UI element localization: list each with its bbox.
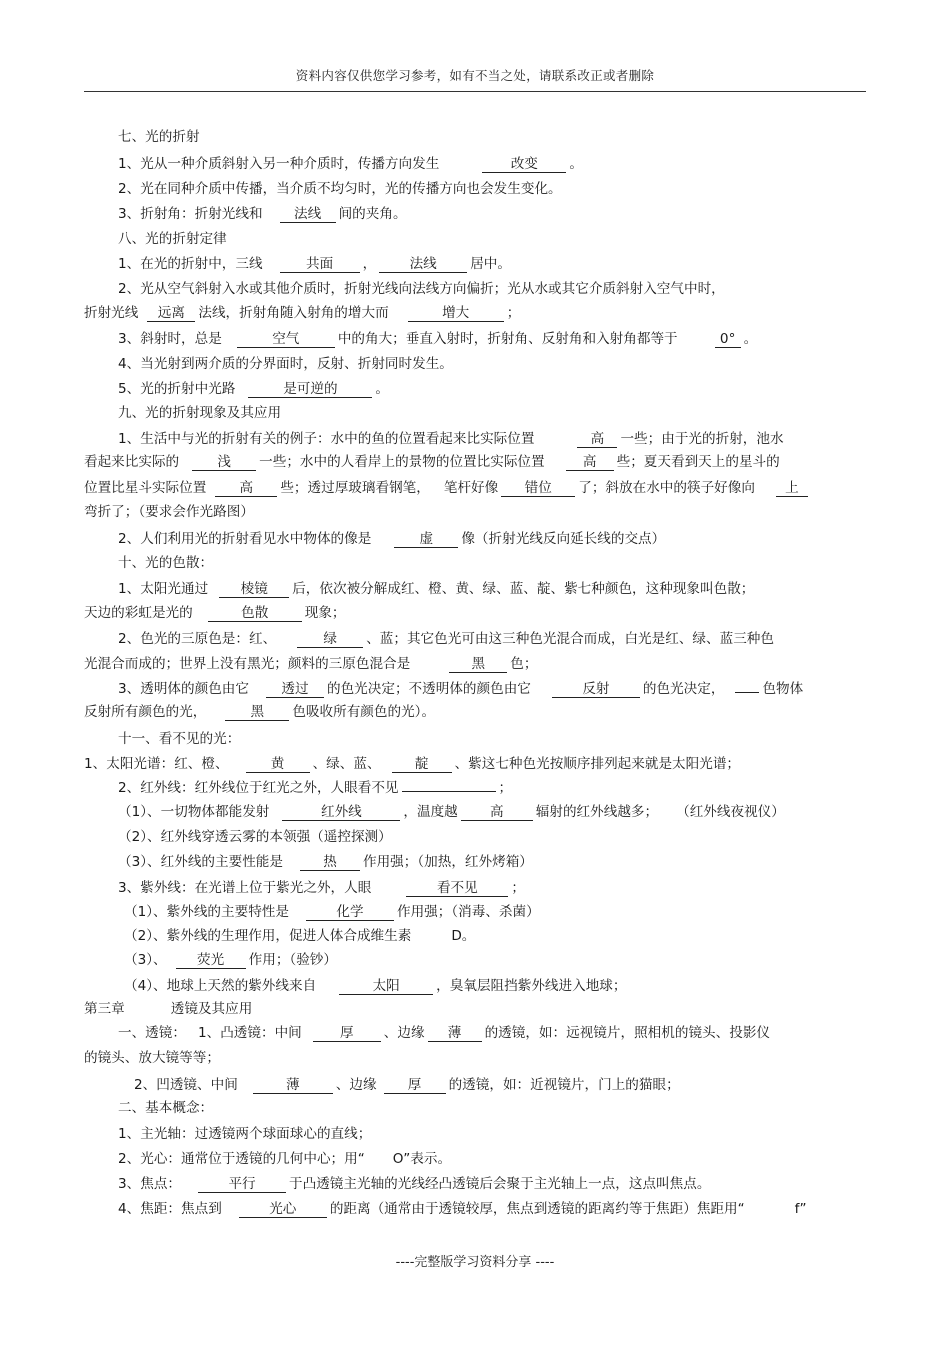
text-segment: 一、透镜： [118,1025,186,1041]
text-segment: 的色光决定；不透明体的颜色由它 [327,681,531,697]
text-segment: 3、紫外线：在光谱上位于紫光之外，人眼 [118,880,372,896]
fill-in-blank-answer: 红外线 [282,805,400,821]
text-segment: D。 [451,928,476,944]
text-segment: 一些；由于光的折射，池水 [620,431,784,447]
text-segment: 十一、看不见的光： [118,731,241,747]
text-line [84,450,780,471]
text-line [118,1197,807,1218]
text-segment: （2）、红外线穿透云雾的本领强（遥控探测） [118,829,392,845]
text-line [118,527,665,548]
text-line [84,652,537,673]
text-line [118,577,754,598]
text-segment: 3、折射角：折射光线和 [118,206,263,222]
text-segment: 作用强；（消毒、杀菌） [396,904,540,920]
text-segment: 光混合而成的；世界上没有黑光；颜料的三原色混合是 [84,656,411,672]
fill-in-blank-answer: 化学 [306,905,394,921]
fill-in-blank-answer: 远离 [147,306,195,322]
text-line [118,850,533,871]
text-segment: 八、光的折射定律 [118,231,227,247]
text-segment: 、绿、蓝、 [312,756,381,772]
text-segment: 像（折射光线反向延长线的交点） [461,531,666,547]
text-line [118,776,512,796]
text-segment: 辐射的红外线越多； [535,804,659,820]
fill-in-blank-answer: 平行 [198,1177,286,1193]
text-line [118,152,583,173]
text-segment: 间的夹角。 [338,206,407,222]
text-segment: 七、光的折射 [118,129,200,145]
text-segment: 。 [569,156,583,172]
text-segment: 折射光线 [84,305,139,321]
text-line [124,924,475,944]
text-segment: 1、在光的折射中，三线 [118,256,263,272]
fill-in-blank-answer: 薄 [428,1026,482,1042]
text-segment: （红外线夜视仪） [676,804,785,820]
fill-in-blank-answer: 棱镜 [219,582,289,598]
text-segment: 。 [743,331,758,347]
text-segment: 、紫这七种色光按顺序排列起来就是太阳光谱； [454,756,741,772]
fill-in-blank-answer: 光心 [239,1202,327,1218]
text-line [118,202,407,223]
header-note: 资料内容仅供您学习参考，如有不当之处，请联系改正或者删除 [295,68,655,83]
text-line [118,1147,451,1167]
text-line [118,1172,710,1193]
text-line [118,352,453,372]
text-line [84,997,252,1017]
fill-in-blank-answer: 黑 [449,657,507,673]
fill-in-blank-answer: 法线 [379,257,467,273]
text-segment: 色物体 [762,681,804,697]
text-segment: 3、透明体的颜色由它 [118,681,249,697]
text-line [118,427,784,448]
text-segment: 、蓝；其它色光可由这三种色光混合而成，白光是红、绿、蓝三种色 [366,631,774,647]
fill-in-blank-answer: 看不见 [406,881,508,897]
text-segment: 的镜头、放大镜等等； [84,1050,220,1066]
text-segment: 后，依次被分解成红、橙、黄、绿、蓝、靛、紫七种颜色，这种现象叫色散； [292,581,755,597]
text-segment: 二、基本概念： [118,1100,214,1116]
text-line [118,876,525,897]
fill-in-blank-answer: 浅 [192,455,256,471]
fill-in-blank-answer: 黄 [246,757,310,773]
text-line [84,1046,220,1066]
text-line [118,277,725,297]
fill-in-blank-answer: 薄 [253,1078,333,1094]
fill-in-blank-answer: 色散 [208,606,302,622]
text-segment: 的距离（通常由于透镜较厚，焦点到透镜的距离约等于焦距）焦距用“ [329,1201,745,1217]
text-segment: 天边的彩虹是光的 [84,605,193,621]
text-line [134,1073,680,1094]
text-segment: 九、光的折射现象及其应用 [118,405,282,421]
text-line [118,125,200,145]
text-segment: 色； [510,656,538,672]
text-line [118,1122,371,1142]
text-segment: ； [498,780,513,796]
text-segment: 的透镜，如：远视镜片，照相机的镜头、投影仪 [484,1025,771,1041]
text-line [124,900,540,921]
text-segment: 1、太阳光谱：红、橙、 [84,756,229,772]
text-line [118,727,240,747]
fill-in-blank-answer: 法线 [280,207,336,223]
text-line [84,500,254,520]
text-segment: 、边缘 [383,1025,425,1041]
text-segment: 2、光从空气斜射入水或其他介质时，折射光线向法线方向偏折；光从水或其它介质斜射入空气中时， [118,281,725,297]
text-line [118,401,281,421]
text-line [118,627,774,648]
fill-in-blank-answer: 靛 [392,757,452,773]
fill-in-blank-answer: 高 [577,432,617,448]
fill-in-blank-answer: 绿 [297,632,363,648]
text-segment: ； [506,305,521,321]
text-segment: 4、当光射到两介质的分界面时，反射、折射同时发生。 [118,356,453,372]
text-segment: ，臭氧层阻挡紫外线进入地球； [436,978,627,994]
footer-note: ----完整版学习资料分享 ---- [395,1255,555,1270]
text-line [124,974,626,995]
text-segment: （2）、紫外线的生理作用，促进人体合成维生素 [124,928,412,944]
text-segment: 2、光在同种介质中传播，当介质不均匀时，光的传播方向也会发生变化。 [118,181,562,197]
text-segment: 2、人们利用光的折射看见水中物体的像是 [118,531,372,547]
text-segment: 的透镜，如：近视镜片，门上的猫眼； [448,1077,680,1093]
text-segment: 2、凹透镜、中间 [134,1077,238,1093]
text-segment: O”表示。 [392,1151,452,1167]
fill-in-blank-answer: 是可逆的 [248,382,372,398]
text-segment: 的色光决定， [642,681,725,697]
text-line [84,700,435,721]
text-segment: 1、主光轴：过透镜两个球面球心的直线； [118,1126,372,1142]
fill-in-blank-answer: 厚 [313,1026,381,1042]
fill-in-blank-answer [402,791,496,792]
text-segment: 一些；水中的人看岸上的景物的位置比实际位置 [259,454,545,470]
fill-in-blank-answer: 太阳 [339,979,433,995]
fill-in-blank-answer: 虚 [394,532,458,548]
fill-in-blank-answer: 热 [300,855,360,871]
text-segment: 现象； [304,605,346,621]
text-segment: 弯折了；（要求会作光路图） [84,504,254,520]
text-segment: 2、色光的三原色是：红、 [118,631,277,647]
text-segment: 些；透过厚玻璃看钢笔， [280,480,430,496]
fill-in-blank-answer: 透过 [266,682,324,698]
text-segment: 色吸收所有颜色的光）。 [292,704,436,720]
text-segment: 第三章 [84,1001,125,1017]
fill-in-blank-answer: 荧光 [176,953,246,969]
text-line [118,377,389,398]
text-segment: 中的角大；垂直入射时，折射角、反射角和入射角都等于 [337,331,678,347]
text-segment: （1）、一切物体都能发射 [118,804,270,820]
text-segment: （3）、 [124,952,167,968]
text-segment: （1）、紫外线的主要特性是 [124,904,289,920]
text-line [84,476,811,497]
text-segment: 作用强；（加热，红外烤箱） [362,854,533,870]
fill-in-blank-answer: 高 [461,805,533,821]
text-segment: 笔杆好像 [443,480,499,496]
text-segment: 3、焦点： [118,1176,182,1192]
text-segment: 。 [375,381,389,397]
text-line [118,1096,213,1116]
text-segment: 2、光心：通常位于透镜的几何中心；用“ [118,1151,365,1167]
text-segment: 些；夏天看到天上的星斗的 [616,454,780,470]
text-line [84,752,740,773]
text-line [84,301,520,322]
text-segment: 法线，折射角随入射角的增大而 [198,305,389,321]
fill-in-blank-answer: 增大 [408,306,504,322]
text-segment: 居中。 [470,256,511,272]
text-segment: 、边缘 [335,1077,377,1093]
text-line [84,601,346,622]
text-line [118,800,785,821]
text-line [118,227,227,247]
text-line [124,948,337,969]
fill-in-blank-answer: 错位 [501,481,575,497]
text-segment: 1、生活中与光的折射有关的例子：水中的鱼的位置看起来比实际位置 [118,431,535,447]
text-line [118,677,803,698]
fill-in-blank-answer: 空气 [237,332,335,348]
fill-in-blank-answer: 改变 [482,157,566,173]
text-segment: 作用；（验钞） [248,952,337,968]
text-segment: 3、斜射时，总是 [118,331,222,347]
text-segment: 看起来比实际的 [84,454,180,470]
text-line [118,177,562,197]
header-divider [84,91,866,92]
text-segment: 于凸透镜主光轴的光线经凸透镜后会聚于主光轴上一点，这点叫焦点。 [289,1176,711,1192]
fill-in-blank-answer: 上 [776,481,808,497]
text-segment: 5、光的折射中光路 [118,381,236,397]
fill-in-blank-answer: 黑 [225,705,289,721]
text-segment: （3）、红外线的主要性能是 [118,854,283,870]
text-line [118,252,511,273]
text-line [118,825,392,845]
text-segment: 2、红外线：红外线位于红光之外，人眼看不见 [118,780,399,796]
text-segment: 1、凸透镜：中间 [197,1025,302,1041]
fill-in-blank-answer: 厚 [384,1078,446,1094]
text-segment: 十、光的色散： [118,555,214,571]
fill-in-blank-answer: 高 [215,481,277,497]
fill-in-blank-answer [735,692,759,693]
text-segment: 4、焦距：焦点到 [118,1201,222,1217]
text-segment: ，温度越 [403,804,458,820]
text-segment: 1、光从一种介质斜射入另一种介质时，传播方向发生 [118,156,440,172]
text-segment: 反射所有颜色的光， [84,704,207,720]
text-segment: （4）、地球上天然的紫外线来自 [124,978,317,994]
fill-in-blank-answer: 高 [566,455,614,471]
text-segment: ； [511,880,525,896]
text-segment: 透镜及其应用 [170,1001,253,1017]
fill-in-blank-answer: 共面 [280,257,360,273]
text-segment: f” [794,1201,807,1217]
text-line [118,1021,770,1042]
text-segment: 了；斜放在水中的筷子好像向 [578,480,755,496]
text-segment: 1、太阳光通过 [118,581,209,597]
text-segment: 位置比星斗实际位置 [84,480,207,496]
text-segment: ， [362,256,377,272]
fill-in-blank-answer: 反射 [552,682,640,698]
text-line [118,327,757,348]
text-line [118,551,213,571]
fill-in-blank-answer: 0° [715,332,741,348]
